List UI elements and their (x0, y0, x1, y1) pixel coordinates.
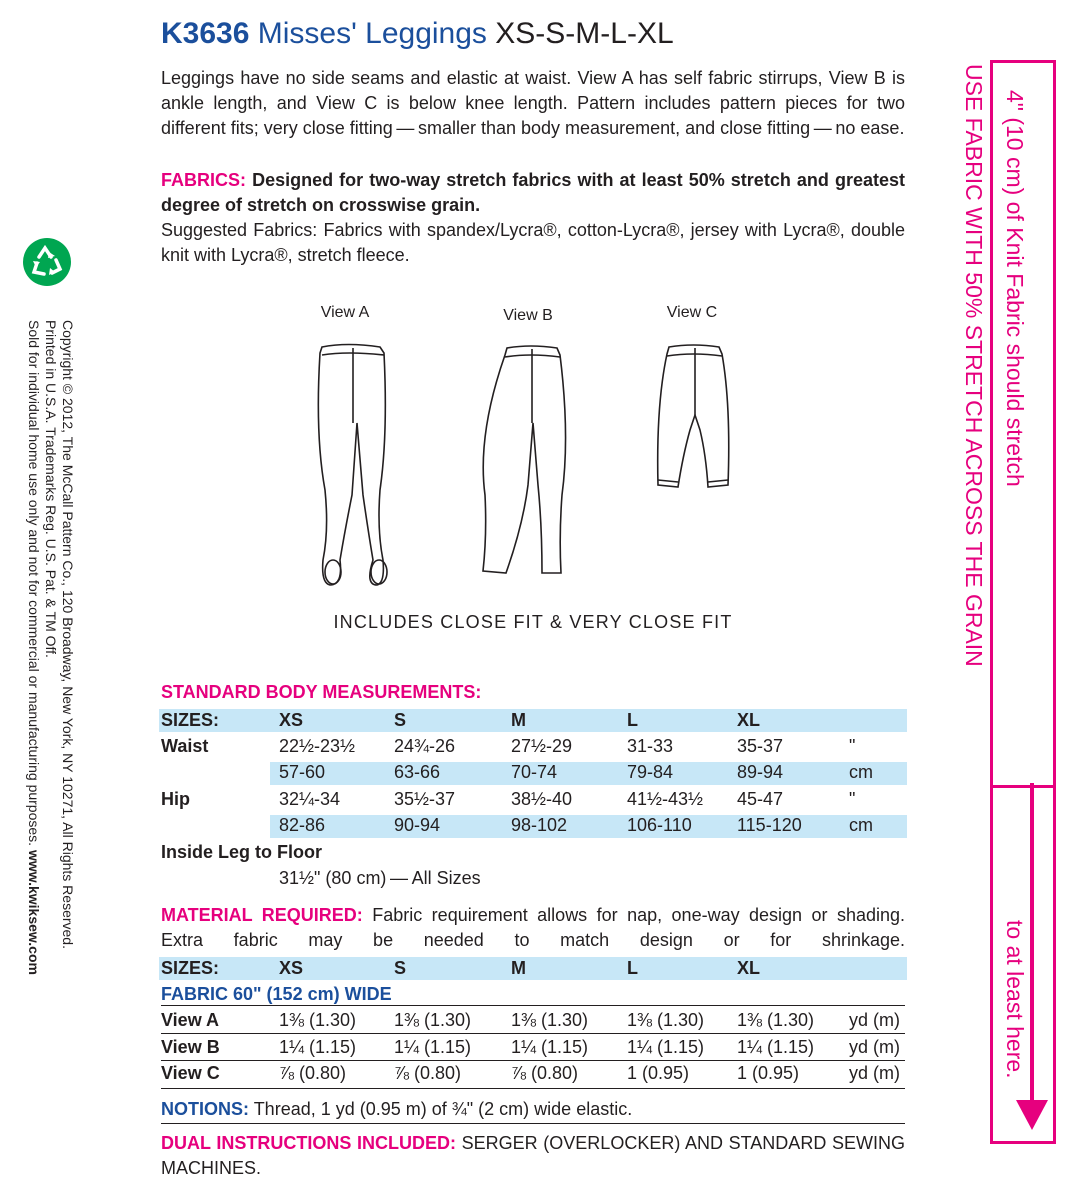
cell: 1¼ (1.15) (394, 1037, 472, 1057)
row-label: Hip (161, 789, 190, 809)
cell: 1¼ (1.15) (737, 1037, 815, 1057)
instructions-block (161, 1131, 905, 1181)
website-url: www.kwiksew.com (26, 849, 42, 975)
material-sizes-header (161, 956, 905, 981)
cell: 70-74 (511, 762, 558, 782)
table-row (161, 1035, 905, 1060)
stretch-guide-text (1000, 90, 1030, 650)
body-measurements-heading: STANDARD BODY MEASUREMENTS: (161, 682, 482, 702)
cell: 1⅜ (1.30) (279, 1010, 357, 1030)
cell: 27½-29 (511, 736, 573, 756)
description: Leggings have no side seams and elastic at waist. View A has self fabric stirrups, View B is ankle length, and View C is below knee length. Pattern includes pattern pieces for two different fits; very close fitting — smaller than body measurement, and close fitting — no ease. (161, 68, 905, 138)
cell: 57-60 (279, 762, 326, 782)
fabric-width-label: FABRIC 60" (152 cm) WIDE (161, 984, 392, 1004)
arrow-shaft (1030, 783, 1034, 1103)
cell: 38½-40 (511, 789, 573, 809)
size-xl: XL (737, 958, 761, 978)
view-a-label: View A (320, 304, 370, 321)
arrow-down-icon (1016, 1100, 1048, 1130)
cell: 1¼ (1.15) (279, 1037, 357, 1057)
cell: 35½-37 (394, 789, 456, 809)
unit: " (849, 736, 856, 756)
inside-leg-value: 31½" (80 cm) — All Sizes (279, 868, 481, 888)
divider (161, 1033, 905, 1034)
row-label: Waist (161, 736, 209, 756)
notions-block (161, 1097, 905, 1122)
table-row (161, 734, 905, 759)
row-label: View A (161, 1010, 220, 1030)
cell: 32¼-34 (279, 789, 341, 809)
size-l: L (627, 958, 638, 978)
unit: yd (m) (849, 1063, 900, 1083)
cell: 98-102 (511, 815, 568, 835)
pattern-name: Misses' Leggings (257, 17, 487, 50)
stretch-guide-divider (993, 785, 1053, 788)
size-m: M (511, 710, 526, 730)
fabrics-label: FABRICS: (161, 170, 246, 190)
pattern-code: K3636 (161, 17, 250, 50)
table-row (161, 760, 905, 785)
stretch-guide-line-2: USE FABRIC WITH 50% STRETCH ACROSS THE GRAIN (961, 64, 987, 667)
cell: 89-94 (737, 762, 784, 782)
body-sizes-header (161, 708, 905, 733)
cell: ⅞ (0.80) (279, 1063, 347, 1083)
size-m: M (511, 958, 526, 978)
divider (161, 1123, 905, 1124)
copyright-line-3 (25, 320, 42, 1080)
row-label: View C (161, 1063, 220, 1083)
cell: 1⅜ (1.30) (511, 1010, 589, 1030)
table-row (161, 1008, 905, 1033)
cell: 1 (0.95) (627, 1063, 690, 1083)
suggested-fabrics: Suggested Fabrics: Fabrics with spandex/Lycra®, cotton-Lycra®, jersey with Lycra®, double knit with Lycra®, stretch fleece. (161, 220, 905, 265)
sizes-label: SIZES: (161, 710, 220, 730)
stretch-instruction (959, 64, 989, 764)
unit: cm (849, 815, 873, 835)
cell: 22½-23½ (279, 736, 356, 756)
size-s: S (394, 958, 407, 978)
unit: yd (m) (849, 1037, 900, 1057)
cell: 115-120 (737, 815, 802, 835)
cell: 31-33 (627, 736, 674, 756)
notions-text: Thread, 1 yd (0.95 m) of ¾" (2 cm) wide elastic. (253, 1099, 633, 1119)
cell: 1⅜ (1.30) (394, 1010, 472, 1030)
unit: yd (m) (849, 1010, 900, 1030)
size-l: L (627, 710, 638, 730)
recycle-icon (22, 237, 72, 287)
cell: ⅞ (0.80) (511, 1063, 579, 1083)
cell: 41½-43½ (627, 789, 704, 809)
instructions-text: SERGER (OVERLOCKER) AND STANDARD SEWING MACHINES. (161, 1133, 905, 1178)
page-title (161, 16, 674, 52)
cell: 79-84 (627, 762, 674, 782)
copyright-line-3-text: Sold for individual home use only and not for commercial or manufacturing purposes. (26, 320, 42, 847)
divider (161, 1088, 905, 1089)
material-label: MATERIAL REQUIRED: (161, 905, 363, 925)
notions-label: NOTIONS: (161, 1099, 249, 1119)
fabrics-text: Designed for two-way stretch fabrics with at least 50% stretch and greatest degree of stretch on crosswise grain. (161, 170, 905, 215)
size-xl: XL (737, 710, 761, 730)
stretch-target-text (1000, 920, 1030, 1110)
view-c-label: View C (666, 304, 718, 321)
stretch-guide-line-1: 4" (10 cm) of Knit Fabric should stretch (1002, 90, 1028, 487)
cell: ⅞ (0.80) (394, 1063, 462, 1083)
table-row (161, 787, 905, 812)
pattern-sizes: XS-S-M-L-XL (495, 17, 674, 50)
copyright-line-1: Copyright © 2012, The McCall Pattern Co., 120 Broadway, New York, NY 10271, All Rights Reserved. (60, 320, 76, 949)
material-block (161, 903, 905, 953)
instructions-label: DUAL INSTRUCTIONS INCLUDED: (161, 1133, 456, 1153)
table-row (161, 1061, 905, 1086)
row-label: View B (161, 1037, 220, 1057)
view-a-drawing (318, 345, 387, 586)
copyright-block (26, 320, 76, 1080)
fit-note: INCLUDES CLOSE FIT & VERY CLOSE FIT (333, 612, 733, 632)
unit: " (849, 789, 856, 809)
sizes-label: SIZES: (161, 958, 220, 978)
size-xs: XS (279, 958, 304, 978)
cell: 24¾-26 (394, 736, 456, 756)
cell: 106-110 (627, 815, 692, 835)
view-b-label: View B (503, 307, 553, 324)
cell: 1⅜ (1.30) (627, 1010, 705, 1030)
fabrics-block (161, 168, 905, 218)
leggings-drawings (285, 295, 755, 595)
cell: 1 (0.95) (737, 1063, 800, 1083)
cell: 90-94 (394, 815, 441, 835)
cell: 1⅜ (1.30) (737, 1010, 815, 1030)
divider (161, 1005, 905, 1006)
size-s: S (394, 710, 407, 730)
stretch-guide-line-3: to at least here. (1002, 920, 1028, 1079)
cell: 1¼ (1.15) (627, 1037, 705, 1057)
table-row (161, 813, 905, 838)
inside-leg-label: Inside Leg to Floor (161, 842, 322, 862)
cell: 1¼ (1.15) (511, 1037, 589, 1057)
view-b-drawing (483, 346, 566, 573)
cell: 63-66 (394, 762, 441, 782)
size-xs: XS (279, 710, 304, 730)
view-c-drawing (658, 345, 729, 487)
cell: 82-86 (279, 815, 326, 835)
cell: 45-47 (737, 789, 784, 809)
unit: cm (849, 762, 873, 782)
material-text: Fabric requirement allows for nap, one-way design or shading. Extra fabric may be needed to match design or for shrinkage. (161, 905, 905, 950)
copyright-line-2: Printed in U.S.A. Trademarks Reg. U.S. Pat. & TM Off. (43, 320, 59, 658)
cell: 35-37 (737, 736, 784, 756)
